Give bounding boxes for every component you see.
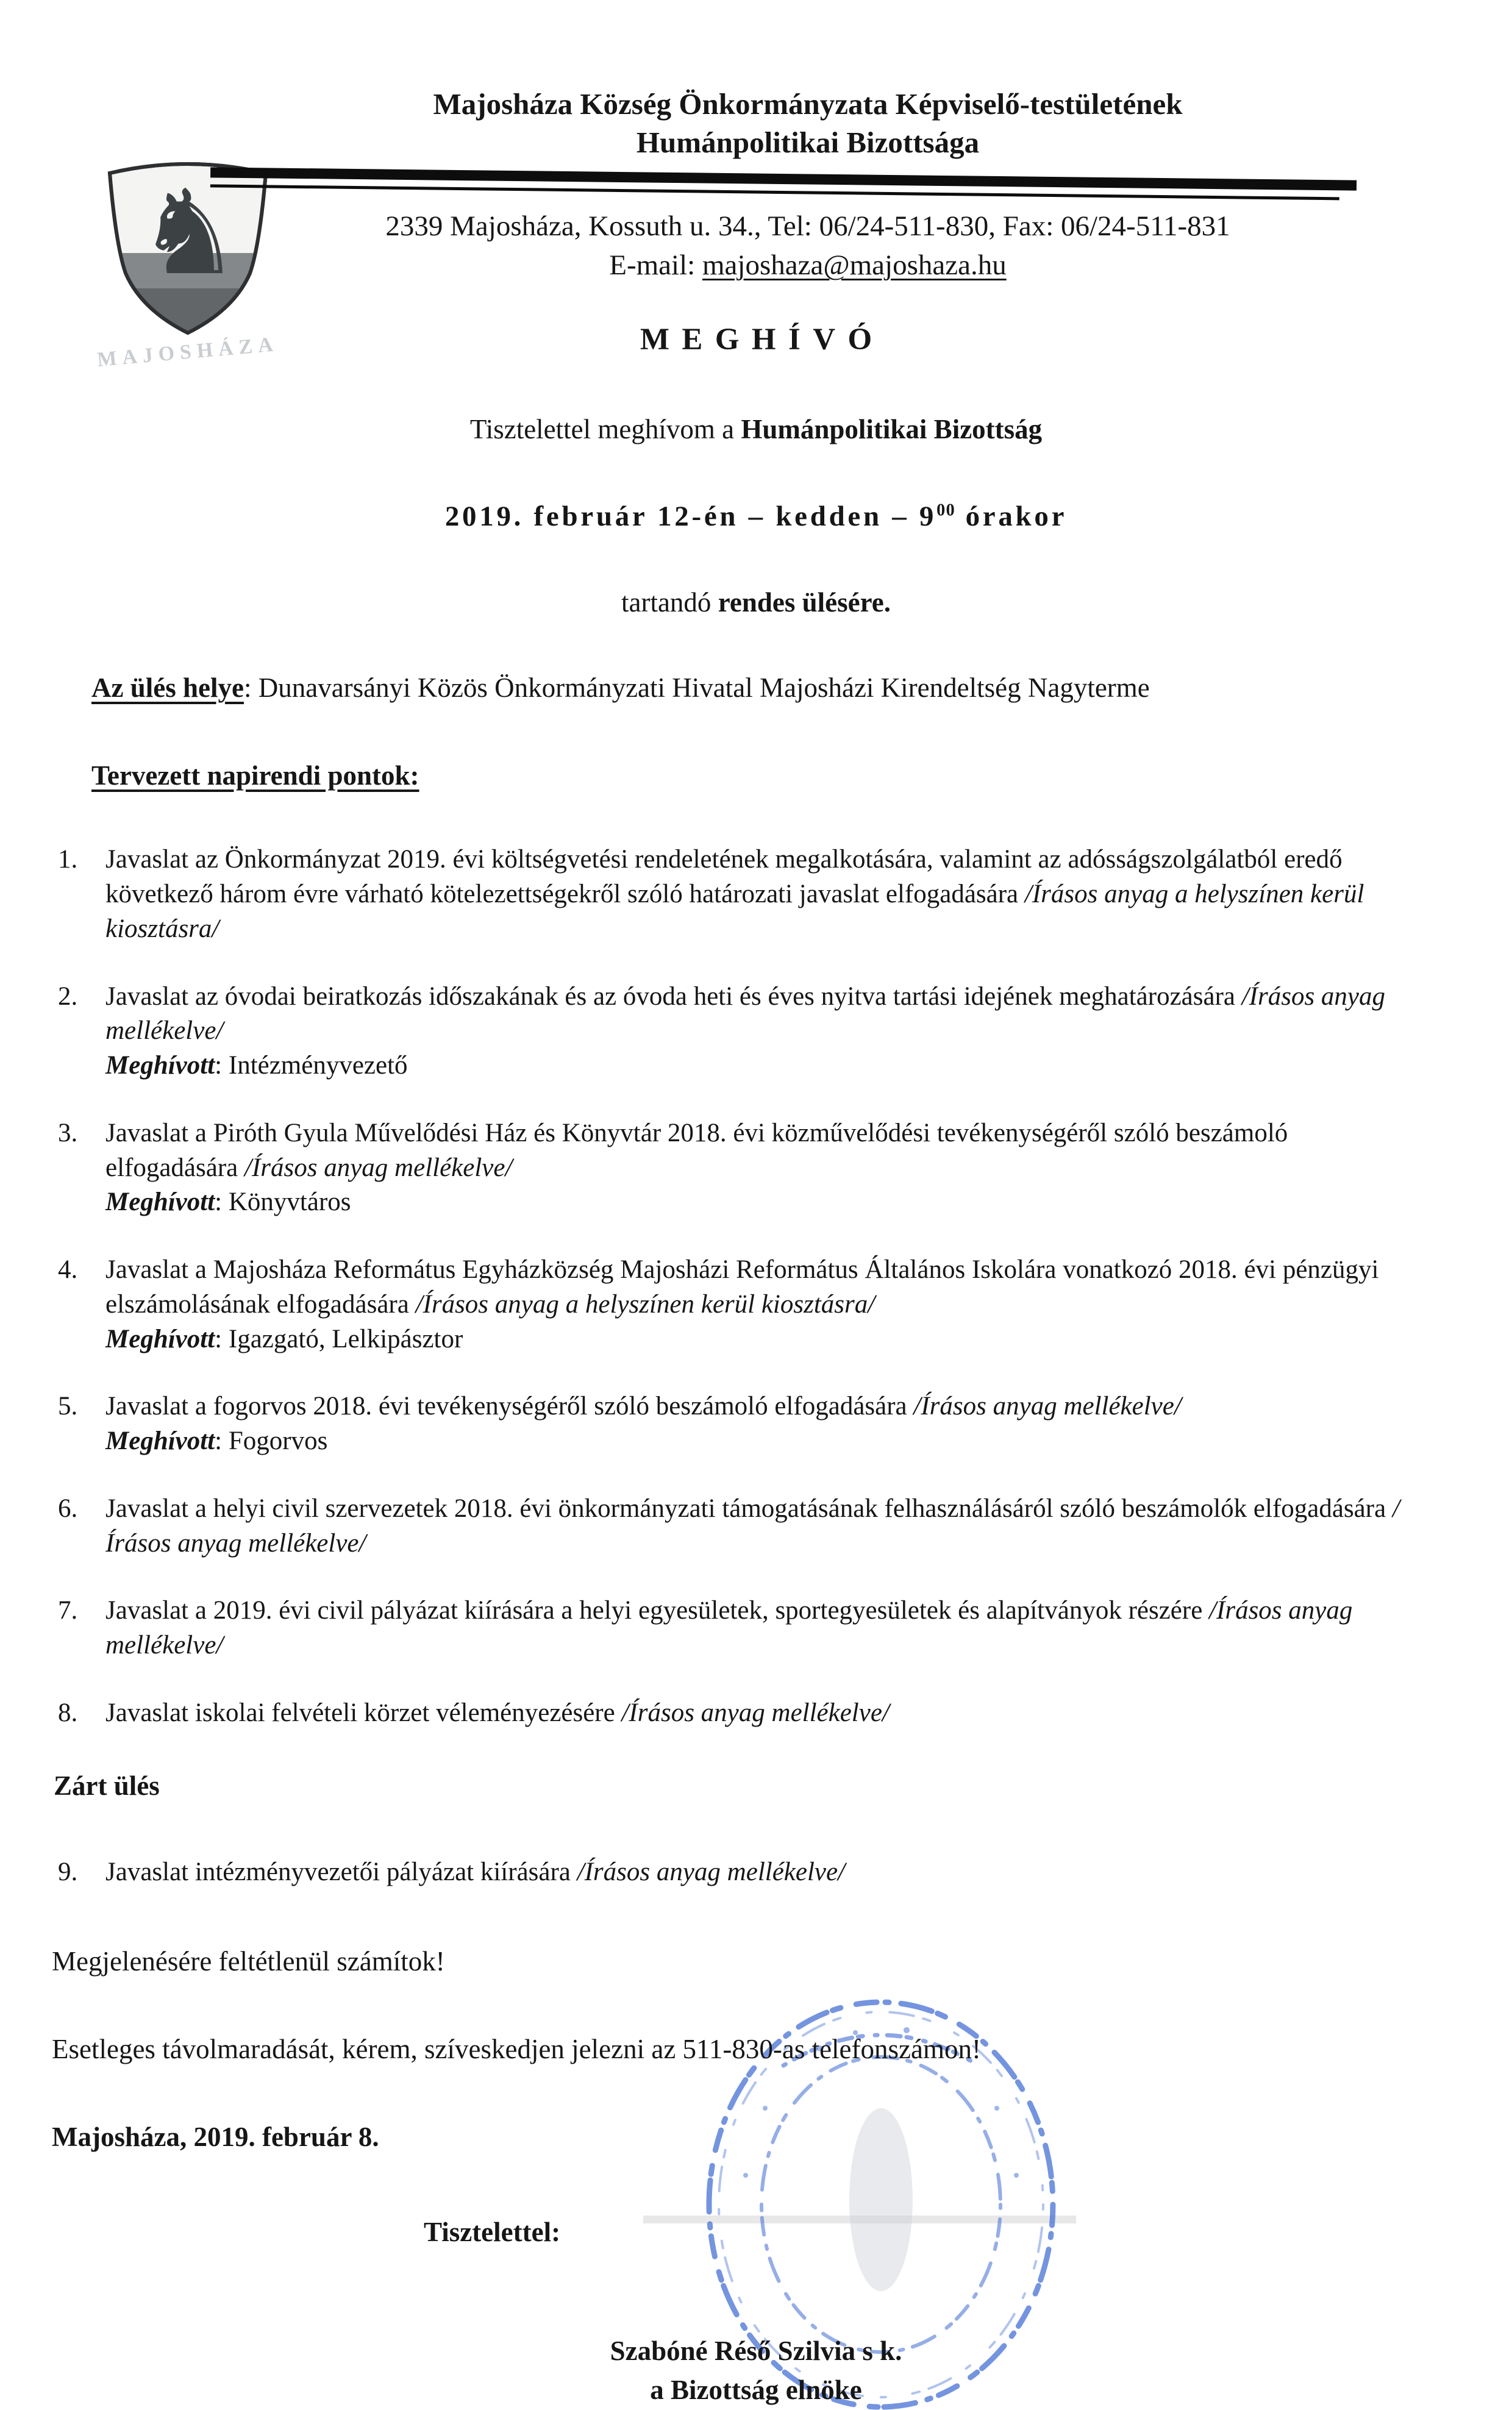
datetime-main: 2019. február 12-én – kedden – 9 (444, 501, 937, 533)
item-number: 5. (58, 1392, 78, 1421)
official-stamp (692, 1992, 1070, 2233)
attachment-note: /Írásos anyag mellékelve/ (105, 1494, 1400, 1558)
item-number: 9. (58, 1857, 78, 1886)
invited-row (105, 1049, 1411, 1083)
attachment-note: /Írásos anyag mellékelve/ (105, 1596, 1353, 1660)
location-label: Az ülés helye (91, 672, 244, 704)
meeting-datetime (0, 500, 1512, 533)
signer-title: a Bizottság elnöke (650, 2375, 862, 2406)
email-label: E-mail: (609, 249, 702, 282)
date-place-line: Majosháza, 2019. február 8. (52, 2122, 379, 2153)
item-number: 1. (58, 845, 78, 874)
logo-caption: MAJOSHÁZA (96, 333, 280, 371)
intro-line (0, 413, 1512, 445)
attachment-note: /Írásos anyag mellékelve/ (621, 1698, 890, 1727)
item-number: 8. (58, 1698, 78, 1727)
agenda-item-6 (58, 1492, 1411, 1561)
attachment-note: /Írásos anyag a helyszínen kerül kiosztásra/ (415, 1289, 875, 1319)
attachment-note: /Írásos anyag mellékelve/ (244, 1153, 513, 1182)
datetime-tail: órakor (955, 501, 1068, 533)
agenda-item-3 (58, 1116, 1411, 1220)
location-value: : Dunavarsányi Közös Önkormányzati Hivatal Majosházi Kirendeltség Nagyterme (243, 672, 1150, 704)
invited-row (105, 1185, 1411, 1220)
item-text: Javaslat a fogorvos 2018. évi tevékenységéről szóló beszámoló elfogadására (105, 1392, 914, 1421)
attachment-note: /Írásos anyag mellékelve/ (105, 982, 1386, 1046)
item-text: Javaslat a Piróth Gyula Művelődési Ház és Könyvtár 2018. évi közművelődési tevékenységéről szóló beszámoló elfogadására (105, 1118, 1288, 1182)
salutation: Tisztelettel: (424, 2217, 561, 2248)
item-number: 2. (58, 982, 78, 1011)
attachment-note: /Írásos anyag a helyszínen kerül kiosztásra/ (105, 880, 1364, 943)
agenda-item-8 (58, 1696, 1411, 1731)
org-name-line2: Humánpolitikai Bizottsága (636, 125, 980, 159)
letterhead (256, 85, 1360, 162)
attachment-note: /Írásos anyag mellékelve/ (913, 1392, 1182, 1421)
item-text: Javaslat intézményvezetői pályázat kiírására (105, 1857, 577, 1886)
intro-regular: Tisztelettel meghívom a (469, 414, 741, 445)
invited-row (105, 1322, 1411, 1357)
closed-session-heading: Zárt ülés (54, 1770, 160, 1801)
attachment-note: /Írásos anyag mellékelve/ (577, 1857, 846, 1886)
invited-value: : Könyvtáros (215, 1188, 351, 1217)
invited-label: Meghívott (105, 1427, 215, 1456)
item-number: 3. (58, 1118, 78, 1147)
agenda-list (58, 843, 1411, 1730)
invited-value: : Intézményvezető (215, 1051, 408, 1080)
agenda-heading: Tervezett napirendi pontok: (91, 760, 419, 791)
invited-value: : Igazgató, Lelkipásztor (215, 1324, 463, 1353)
invited-label: Meghívott (105, 1051, 215, 1080)
item-text: Javaslat az óvodai beiratkozás időszakának és az óvoda heti és éves nyitva tartási idejének meghatározására (105, 982, 1242, 1011)
agenda-item-2 (58, 980, 1411, 1083)
agenda-item-7 (58, 1594, 1411, 1663)
datetime-superscript: 00 (936, 501, 956, 520)
invitation-title: MEGHÍVÓ (640, 323, 885, 357)
item-number: 6. (58, 1494, 78, 1523)
attendance-note: Megjelenésére feltétlenül számítok! (52, 1946, 445, 1977)
invited-row (105, 1424, 1411, 1459)
meeting-type-line (0, 586, 1512, 618)
item-number: 4. (58, 1255, 78, 1285)
postal-address: 2339 Majosháza, Kossuth u. 34., Tel: 06/24-511-830, Fax: 06/24-511-831 (385, 210, 1230, 243)
item-text: Javaslat a 2019. évi civil pályázat kiírására a helyi egyesületek, sportegyesületek és alapítványok részére (105, 1596, 1210, 1625)
invited-label: Meghívott (105, 1324, 215, 1353)
invited-label: Meghívott (105, 1188, 215, 1217)
item-text: Javaslat a helyi civil szervezetek 2018. évi önkormányzati támogatásának felhasználásáról szóló beszámolók elfogadására (105, 1494, 1393, 1523)
letterhead-divider-rule (210, 168, 1357, 201)
item-text: Javaslat a Majosháza Református Egyházközség Majosházi Református Általános Iskolára vonatkozó 2018. évi pénzügyi elszámolásának elfogadására (105, 1255, 1379, 1319)
intro-committee-name: Humánpolitikai Bizottság (741, 414, 1043, 445)
absence-note: Esetleges távolmaradását, kérem, szíveskedjen jelezni az 511-830-as telefonszámon! (52, 2034, 981, 2065)
agenda-item-5 (58, 1389, 1411, 1459)
meeting-location (91, 672, 1414, 704)
agenda-item-9 (58, 1855, 1411, 1890)
invited-value: : Fogorvos (215, 1427, 328, 1456)
email-line (256, 249, 1360, 282)
email-address: majoshaza@majoshaza.hu (702, 249, 1007, 282)
horse-rider-emblem-icon: ♞ (136, 165, 242, 301)
scanned-invitation-page (0, 85, 1512, 2406)
item-text: Javaslat az Önkormányzat 2019. évi költségvetési rendeletének megalkotására, valamint az adósságszolgálatból eredő következő három évre várható kötelezettségekről szóló határozati javaslat elfogadására (105, 845, 1343, 909)
agenda-item-4 (58, 1253, 1411, 1357)
agenda-item-1 (58, 843, 1411, 946)
item-text: Javaslat iskolai felvételi körzet véleményezésére (105, 1698, 622, 1727)
item-number: 7. (58, 1596, 78, 1625)
org-name-line1: Majosháza Község Önkormányzata Képviselő-testületének (433, 87, 1183, 121)
signer-name: Szabóné Réső Szilvia s k. (610, 2336, 902, 2367)
held-bold: rendes ülésére. (718, 587, 891, 618)
closed-session-list (58, 1855, 1411, 1890)
held-regular: tartandó (621, 587, 718, 618)
signature-block (0, 2332, 1512, 2410)
